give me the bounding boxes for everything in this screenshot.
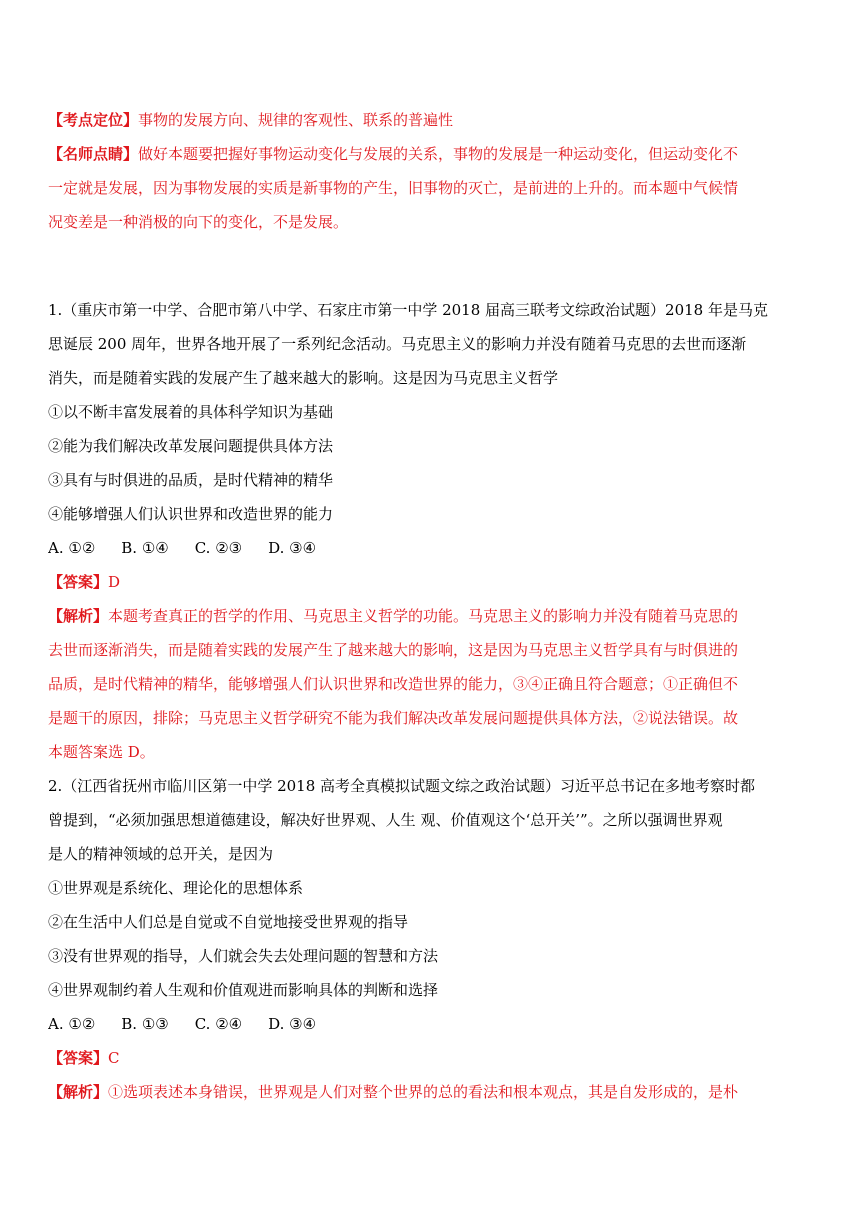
q2-analysis-line-1 (48, 1075, 814, 1109)
mingshi-line-1 (48, 137, 814, 171)
q2-option-b: B. ①③ (121, 1015, 169, 1033)
q1-analysis-text: 本题考查真正的哲学的作用、马克思主义哲学的功能。马克思主义的影响力并没有随着马克思的 (108, 607, 739, 625)
q2-analysis-tag: 【解析】 (48, 1083, 109, 1101)
q2-item-3: ③没有世界观的指导，人们就会失去处理问题的智慧和方法 (48, 947, 439, 965)
mingshi-line-3: 况变差是一种消极的向下的变化，不是发展。 (48, 213, 349, 231)
q2-item-2: ②在生活中人们总是自觉或不自觉地接受世界观的指导 (48, 913, 409, 931)
q1-analysis-tag: 【解析】 (48, 607, 109, 625)
q1-answer-tag: 【答案】 (48, 573, 109, 591)
q1-item-1: ①以不断丰富发展着的具体科学知识为基础 (48, 403, 334, 421)
q1-answer-line (48, 565, 814, 599)
mingshi-text: 做好本题要把握好事物运动变化与发展的关系，事物的发展是一种运动变化，但运动变化不 (138, 145, 739, 163)
q1-analysis-line-1 (48, 599, 814, 633)
q2-option-a: A. ①② (48, 1015, 96, 1033)
q2-stem-line-3: 是人的精神领域的总开关，是因为 (48, 845, 274, 863)
q1-option-b: B. ①④ (121, 539, 169, 557)
document-page (48, 103, 814, 1109)
q1-item-3: ③具有与时俱进的品质，是时代精神的精华 (48, 471, 334, 489)
section-spacer (48, 239, 814, 293)
q2-stem-line-2: 曾提到，“必须加强思想道德建设，解决好世界观、人生 观、价值观这个‘总开关’”。之所以强调世界观 (48, 811, 723, 829)
q1-stem-line-1: 1.（重庆市第一中学、合肥市第八中学、石家庄市第一中学 2018 届高三联考文综政治试题）2018 年是马克 (48, 301, 768, 319)
kaodian-text: 事物的发展方向、规律的客观性、联系的普遍性 (138, 111, 454, 129)
q1-item-2: ②能为我们解决改革发展问题提供具体方法 (48, 437, 334, 455)
q2-item-4: ④世界观制约着人生观和价值观进而影响具体的判断和选择 (48, 981, 439, 999)
q1-answer-value: D (108, 573, 121, 591)
q2-answer-value: C (108, 1049, 120, 1067)
q1-option-d: D. ③④ (268, 539, 317, 557)
q1-options (48, 531, 814, 565)
q1-analysis-line-2: 去世而逐渐消失，而是随着实践的发展产生了越来越大的影响，这是因为马克思主义哲学具有与时俱进的 (48, 641, 739, 659)
q2-item-1: ①世界观是系统化、理论化的思想体系 (48, 879, 304, 897)
kaodian-tag: 【考点定位】 (48, 111, 139, 129)
q1-option-c: C. ②③ (194, 539, 243, 557)
q2-analysis-text: ①选项表述本身错误，世界观是人们对整个世界的总的看法和根本观点，其是自发形成的，是朴 (108, 1083, 739, 1101)
q2-option-c: C. ②④ (194, 1015, 243, 1033)
q1-stem-line-3: 消失，而是随着实践的发展产生了越来越大的影响。这是因为马克思主义哲学 (48, 369, 559, 387)
q1-stem-line-2: 思诞辰 200 周年，世界各地开展了一系列纪念活动。马克思主义的影响力并没有随着马克思的去世而逐渐 (48, 335, 747, 353)
q2-answer-tag: 【答案】 (48, 1049, 109, 1067)
mingshi-line-2: 一定就是发展，因为事物发展的实质是新事物的产生，旧事物的灭亡，是前进的上升的。而本题中气候情 (48, 179, 739, 197)
kaodian-line (48, 103, 814, 137)
q2-stem-line-1: 2.（江西省抚州市临川区第一中学 2018 高考全真模拟试题文综之政治试题）习近平总书记在多地考察时都 (48, 777, 756, 795)
mingshi-tag: 【名师点睛】 (48, 145, 139, 163)
q2-answer-line (48, 1041, 814, 1075)
q2-option-d: D. ③④ (268, 1015, 317, 1033)
q1-analysis-line-5: 本题答案选 D。 (48, 743, 155, 761)
q1-item-4: ④能够增强人们认识世界和改造世界的能力 (48, 505, 334, 523)
q1-analysis-line-4: 是题干的原因，排除；马克思主义哲学研究不能为我们解决改革发展问题提供具体方法，②说法错误。故 (48, 709, 739, 727)
q1-analysis-line-3: 品质，是时代精神的精华，能够增强人们认识世界和改造世界的能力，③④正确且符合题意；①正确但不 (48, 675, 739, 693)
q1-option-a: A. ①② (48, 539, 96, 557)
q2-options (48, 1007, 814, 1041)
